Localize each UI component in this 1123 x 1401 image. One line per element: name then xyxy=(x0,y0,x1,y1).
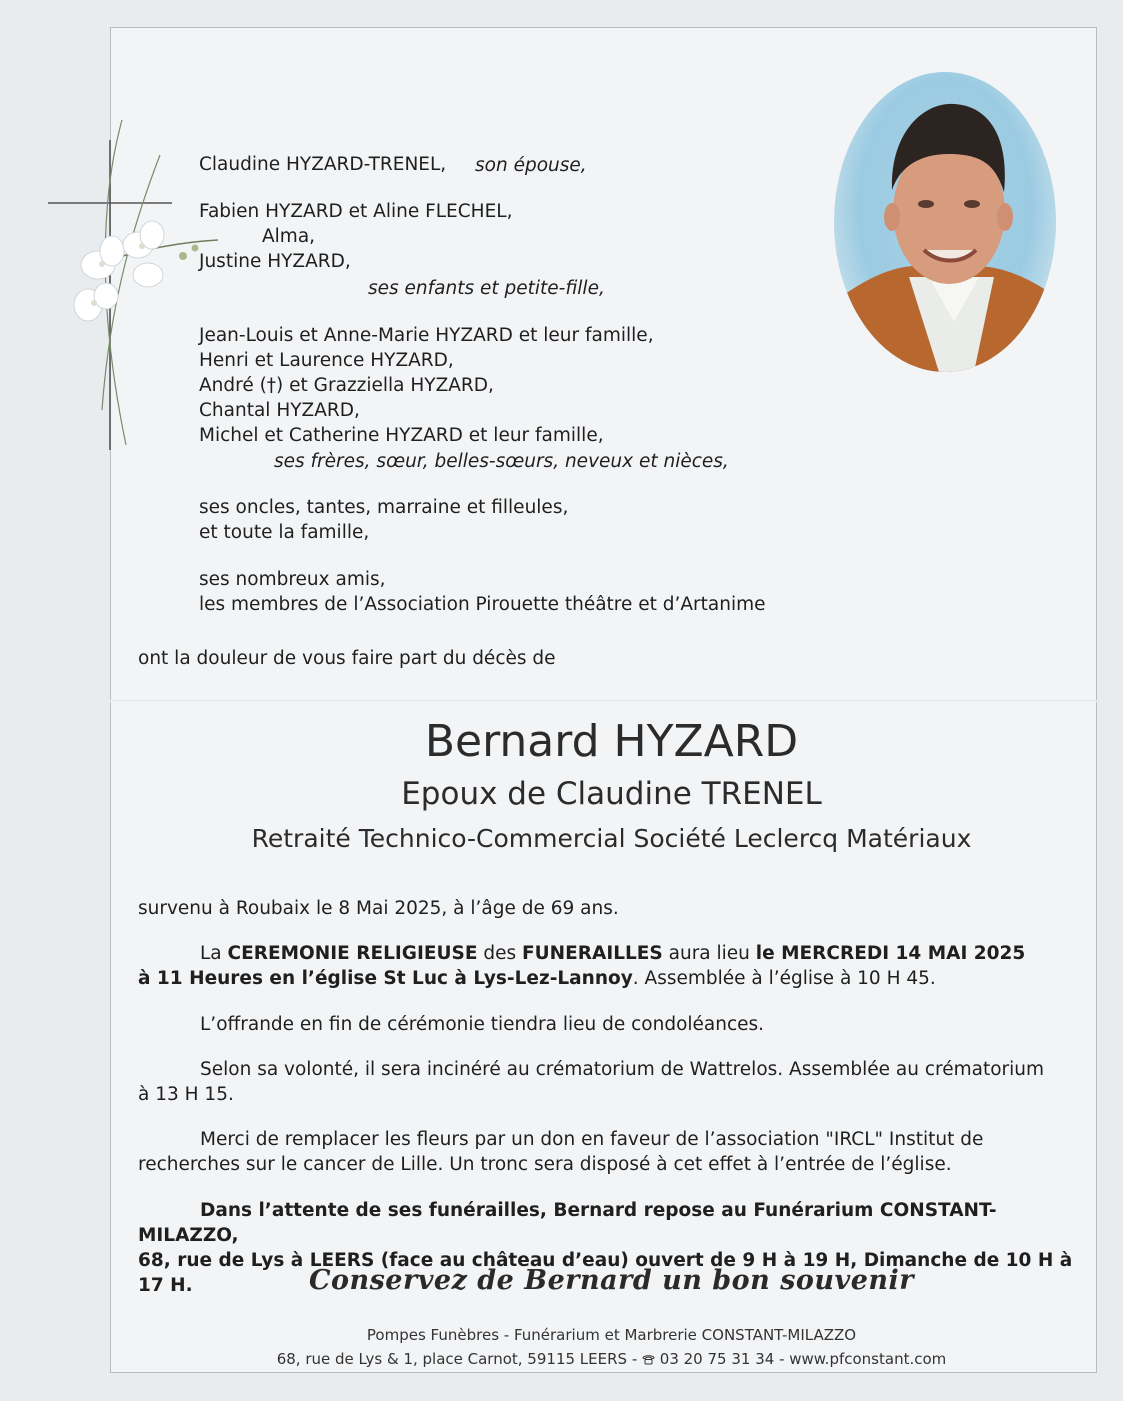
spouse-role: son épouse, xyxy=(475,155,587,176)
children-role: ses enfants et petite-fille, xyxy=(368,278,605,299)
deceased-name: Bernard HYZARD xyxy=(424,716,799,767)
siblings-role: ses frères, sœur, belles-sœurs, neveux et nièces, xyxy=(274,451,729,472)
children-line: Fabien HYZARD et Aline FLECHEL, xyxy=(199,201,513,222)
deceased-spouse: Epoux de Claudine TRENEL xyxy=(401,776,822,812)
ceremony-location: à 11 Heures en l’église St Luc à Lys-Lez-Lannoy xyxy=(138,968,633,989)
flowers-paragraph xyxy=(138,1127,1088,1177)
ceremony-date: le MERCREDI 14 MAI 2025 xyxy=(755,943,1026,964)
rest-text: Dans l’attente de ses funérailles, Bernard repose au Funérarium CONSTANT-MILAZZO, xyxy=(138,1200,997,1246)
friends-line: ses nombreux amis, xyxy=(199,569,386,590)
footer-contact xyxy=(110,1348,1113,1370)
relatives-line: et toute la famille, xyxy=(199,522,370,543)
death-info: survenu à Roubaix le 8 Mai 2025, à l’âge de 69 ans. xyxy=(138,898,619,919)
friends-line: les membres de l’Association Pirouette théâtre et d’Artanime xyxy=(199,594,766,615)
ceremony-bold: CEREMONIE RELIGIEUSE xyxy=(227,943,478,964)
children-line: Justine HYZARD, xyxy=(199,251,351,272)
ceremony-text: aura lieu xyxy=(662,943,756,964)
footer-address: 68, rue de Lys & 1, place Carnot, 59115 LEERS - xyxy=(276,1350,642,1368)
siblings-line: Chantal HYZARD, xyxy=(199,400,360,421)
closing-quote: Conservez de Bernard un bon souvenir xyxy=(308,1265,915,1296)
spouse-name: Claudine HYZARD-TRENEL, xyxy=(199,154,447,175)
fold-line xyxy=(110,700,1097,702)
ceremony-text: La xyxy=(200,943,228,964)
offering-paragraph xyxy=(138,1012,1088,1037)
cremation-text: à 13 H 15. xyxy=(138,1084,234,1105)
ceremony-text: . Assemblée à l’église à 10 H 45. xyxy=(632,968,936,989)
ceremony-text: des xyxy=(477,943,522,964)
siblings-line: André (†) et Grazziella HYZARD, xyxy=(199,375,494,396)
announcement: ont la douleur de vous faire part du décès de xyxy=(138,648,556,669)
children-line: Alma, xyxy=(262,226,316,247)
footer-line: Pompes Funèbres - Funérarium et Marbrerie CONSTANT-MILAZZO xyxy=(366,1326,857,1344)
siblings-line: Jean-Louis et Anne-Marie HYZARD et leur famille, xyxy=(199,325,654,346)
cremation-text: Selon sa volonté, il sera incinéré au crématorium de Wattrelos. Assemblée au crématorium xyxy=(200,1059,1045,1080)
relatives-line: ses oncles, tantes, marraine et filleules, xyxy=(199,497,569,518)
ceremony-bold: FUNERAILLES xyxy=(521,943,663,964)
rest-text: 68, rue de Lys à LEERS (face au château d’eau) ouvert de 9 H à 19 H, Dimanche de 10 H à 17 H. xyxy=(138,1250,1073,1296)
flowers-text: recherches sur le cancer de Lille. Un tronc sera disposé à cet effet à l’entrée de l’église. xyxy=(138,1154,952,1175)
footer-phone: 03 20 75 31 34 xyxy=(659,1350,775,1368)
footer-website: - www.pfconstant.com xyxy=(774,1350,947,1368)
portrait-photo xyxy=(834,72,1056,372)
ceremony-paragraph xyxy=(138,941,1088,991)
offering-text: L’offrande en fin de cérémonie tiendra lieu de condoléances. xyxy=(200,1014,765,1035)
deceased-occupation: Retraité Technico-Commercial Société Leclercq Matériaux xyxy=(251,824,972,853)
siblings-line: Henri et Laurence HYZARD, xyxy=(199,350,454,371)
cremation-paragraph xyxy=(138,1057,1088,1107)
phone-icon xyxy=(642,1353,655,1365)
flowers-text: Merci de remplacer les fleurs par un don en faveur de l’association "IRCL" Institut de xyxy=(200,1129,984,1150)
siblings-line: Michel et Catherine HYZARD et leur famille, xyxy=(199,425,604,446)
